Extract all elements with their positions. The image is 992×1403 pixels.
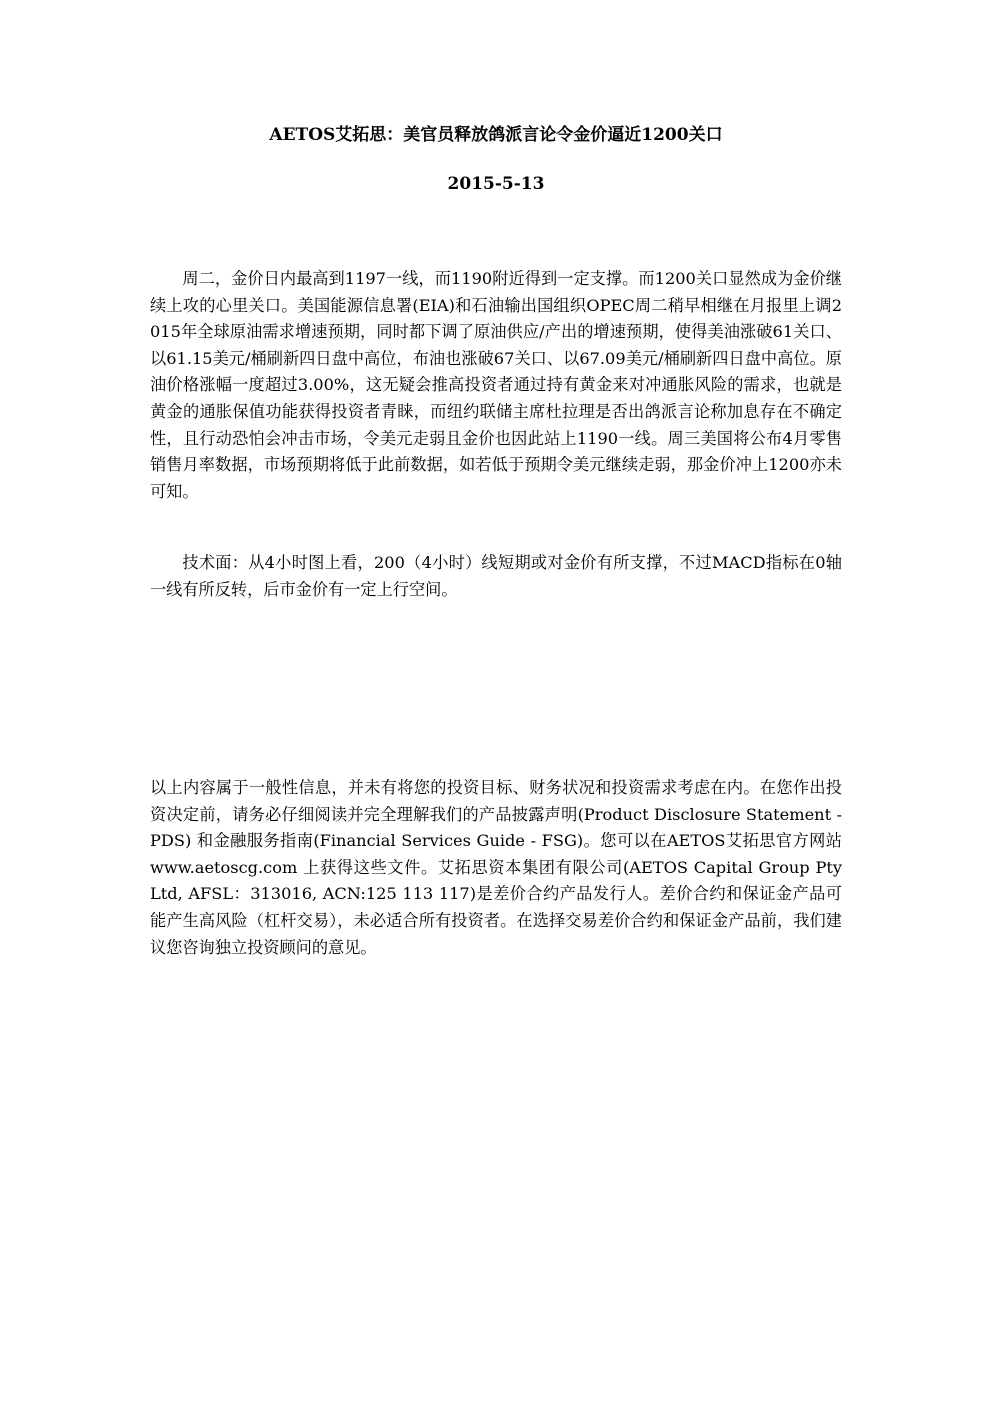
market-analysis-paragraph: 周二，金价日内最高到1197一线，而1190附近得到一定支撑。而1200关口显然成为金价继续上攻的心里关口。美国能源信息署(EIA)和石油输出国组织OPEC周二稍早相继在月报里上调2015年全球原油需求增速预期，同时都下调了原油供应/产出的增速预期，使得美油涨破61关口、以61.15美元/桶刷新四日盘中高位，布油也涨破67关口、以67.09美元/桶刷新四日盘中高位。原油价格涨幅一度超过3.00%，这无疑会推高投资者通过持有黄金来对冲通胀风险的需求，也就是黄金的通胀保值功能获得投资者青睐，而纽约联储主席杜拉理是否出鸽派言论称加息存在不确定性，且行动恐怕会冲击市场，令美元走弱且金价也因此站上1190一线。周三美国将公布4月零售销售月率数据，市场预期将低于此前数据，如若低于预期令美元继续走弱，那金价冲上1200亦未可知。 [150,269,842,501]
technical-analysis-paragraph: 技术面：从4小时图上看，200（4小时）线短期或对金价有所支撑，不过MACD指标在0轴一线有所反转，后市金价有一定上行空间。 [150,553,842,599]
document-title: AETOS艾拓思：美官员释放鸽派言论令金价逼近1200关口 [269,125,723,145]
document-date: 2015-5-13 [447,174,545,194]
risk-disclaimer: 以上内容属于一般性信息，并未有将您的投资目标、财务状况和投资需求考虑在内。在您作出投资决定前，请务必仔细阅读并完全理解我们的产品披露声明(Product Disclosure Statement - PDS) 和金融服务指南(Financial Services Guide - FSG)。您可以在AETOS艾拓思官方网站www.aetoscg.com 上获得这些文件。艾拓思资本集团有限公司(AETOS Capital Group Pty Ltd, AFSL：313016, ACN:125 113 117)是差价合约产品发行人。差价合约和保证金产品可能产生高风险（杠杆交易），未必适合所有投资者。在选择交易差价合约和保证金产品前，我们建议您咨询独立投资顾问的意见。 [150,778,842,957]
